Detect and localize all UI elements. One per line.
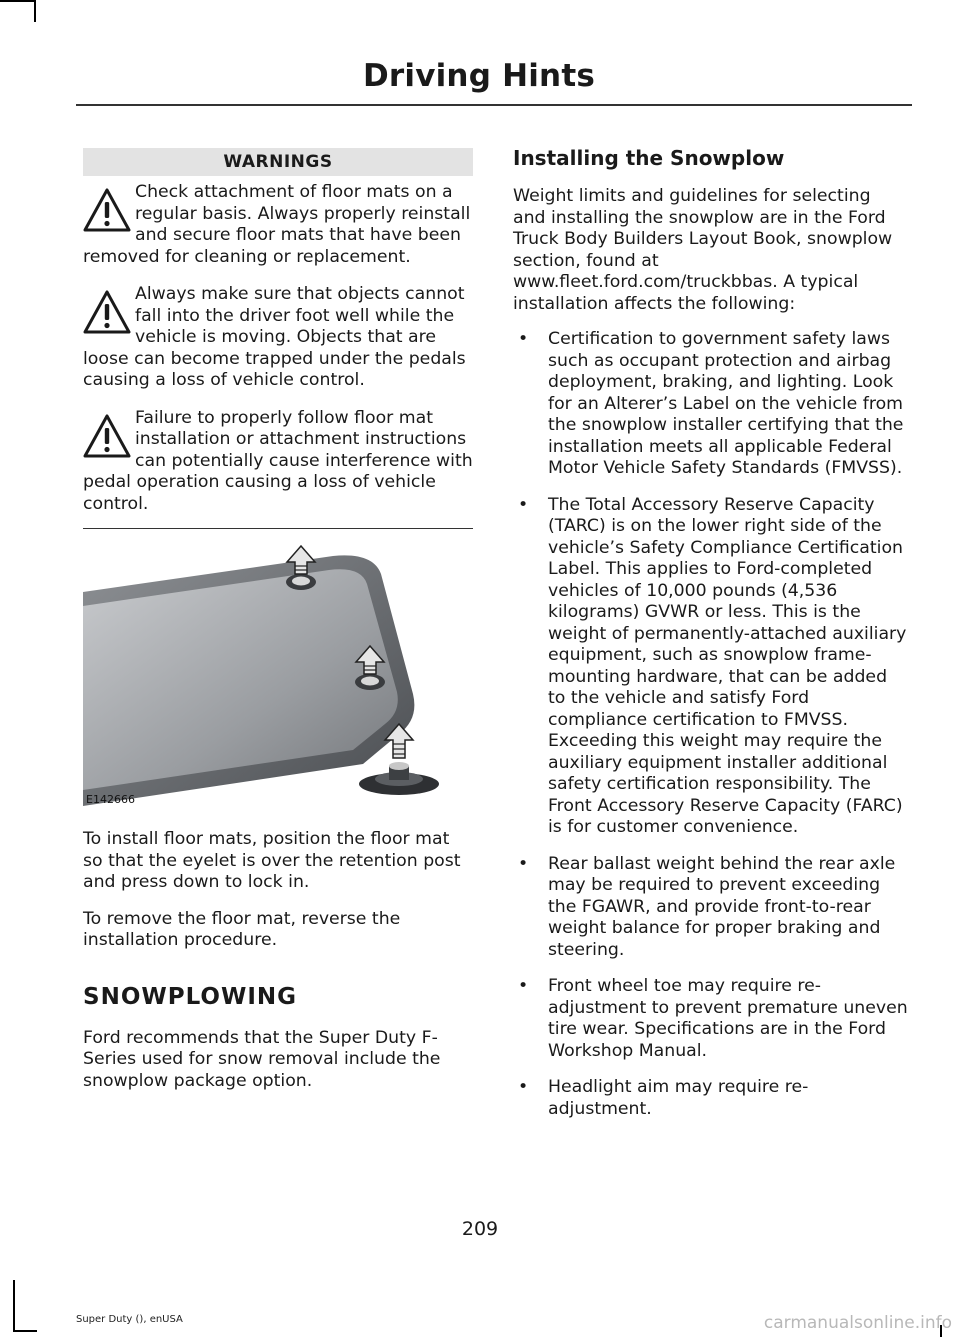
installing-snowplow-heading: Installing the Snowplow (513, 146, 785, 170)
header-divider (76, 104, 912, 106)
crop-mark (34, 0, 36, 22)
warnings-title: WARNINGS (83, 148, 473, 176)
floor-mat-drawing (83, 544, 473, 814)
left-column (83, 148, 473, 1092)
page-header-title: Driving Hints (362, 58, 595, 94)
snowplowing-heading: SNOWPLOWING (83, 983, 298, 1010)
crop-mark (0, 0, 34, 2)
list-item: • Rear ballast weight behind the rear axle may be required to prevent exceeding the FGAWR, and provide front-to-rear weight balance for proper braking and steering. (513, 854, 908, 962)
watermark: carmanualsonline.info (763, 1313, 952, 1333)
crop-mark (13, 1330, 37, 1332)
install-floor-mat-text: To install floor mats, position the floor mat so that the eyelet is over the retention post and press down to lock in. (83, 829, 461, 892)
list-item: • Headlight aim may require re-adjustment. (513, 1077, 908, 1120)
floor-mat-illustration (83, 544, 473, 814)
warning-triangle-icon (83, 414, 131, 458)
warning-text: Always make sure that objects cannot fall into the driver foot well while the vehicle is moving. Objects that are loose can become trapped under the pedals causing a loss of vehicle control. (83, 284, 466, 390)
warnings-divider (83, 528, 473, 529)
list-item: • Front wheel toe may require re-adjustment to prevent premature uneven tire wear. Specifications are in the Ford Workshop Manual. (513, 976, 908, 1062)
installation-effects-list (513, 329, 908, 1120)
right-column (513, 146, 908, 1135)
warning-text: Check attachment of floor mats on a regular basis. Always properly reinstall and secure floor mats that have been removed for cleaning or replacement. (83, 182, 471, 267)
warning-triangle-icon (83, 188, 131, 232)
page-number: 209 (461, 1218, 499, 1240)
warning-triangle-icon (83, 290, 131, 334)
list-item: • The Total Accessory Reserve Capacity (TARC) is on the lower right side of the vehicle’s Safety Compliance Certification Label. This applies to Ford-completed vehicles of 10,000 pounds (4,536 kilograms) GVWR or less. This is the weight of permanently-attached auxiliary equipment, such as snowplow frame-mounting hardware, that can be added to the vehicle and satisfy Ford compliance certification to FMVSS. Exceeding this weight may require the auxiliary equipment installer additional safety certification responsibility. The Front Accessory Reserve Capacity (FARC) is for customer convenience. (513, 495, 908, 839)
warning-item (83, 284, 473, 392)
remove-floor-mat-text: To remove the floor mat, reverse the installation procedure. (83, 908, 401, 950)
figure-id-label: E142666 (86, 793, 135, 806)
list-item: • Certification to government safety laws such as occupant protection and airbag deployment, braking, and lighting. Look for an Alterer’s Label on the vehicle from the snowplow installer certifying that the installation meets all applicable Federal Motor Vehicle Safety Standards (FMVSS). (513, 329, 908, 480)
warning-text: Failure to properly follow floor mat installation or attachment instructions can potentially cause interference with pedal operation causing a loss of vehicle control. (83, 407, 473, 514)
footer-text: Super Duty (), enUSA (76, 1314, 183, 1325)
warning-item (83, 182, 473, 268)
crop-mark (13, 1280, 15, 1330)
snowplowing-text: Ford recommends that the Super Duty F-Series used for snow removal include the snowplow package option. (83, 1027, 441, 1091)
installing-intro-text: Weight limits and guidelines for selecting and installing the snowplow are in the Ford Truck Body Builders Layout Book, snowplow section, found at www.fleet.ford.com/truckbbas. A typical installation affects the following: (513, 186, 893, 314)
warning-item (83, 408, 473, 516)
